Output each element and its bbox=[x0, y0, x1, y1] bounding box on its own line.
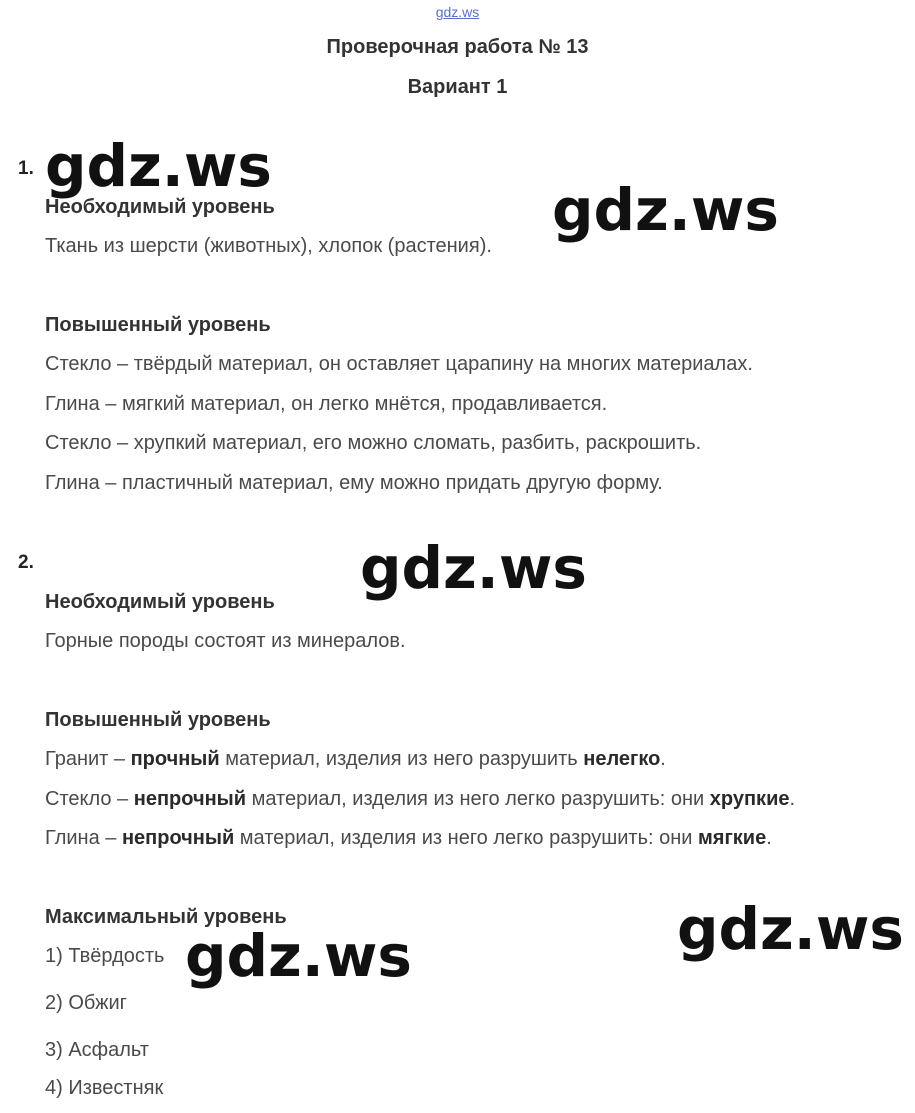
plain-text: . bbox=[789, 788, 796, 810]
task1-advanced-line: Глина – мягкий материал, он легко мнётся, продавливается. bbox=[45, 393, 608, 415]
bold-term: нелегко bbox=[583, 748, 661, 770]
task2-advanced-line bbox=[45, 827, 772, 850]
bold-term: непрочный bbox=[133, 788, 247, 810]
plain-text: Глина – bbox=[45, 827, 122, 849]
variant-title: Вариант 1 bbox=[407, 76, 508, 98]
task-number-1: 1. bbox=[18, 158, 34, 179]
watermark: gdz.ws bbox=[552, 176, 779, 244]
task1-advanced-line: Стекло – твёрдый материал, он оставляет царапину на многих материалах. bbox=[45, 353, 753, 375]
task2-max-heading: Максимальный уровень bbox=[45, 906, 287, 928]
task2-max-item: 1) Твёрдость bbox=[45, 945, 165, 967]
watermark: gdz.ws bbox=[185, 922, 412, 990]
plain-text: материал, изделия из него разрушить bbox=[219, 748, 584, 770]
task2-max-item: 4) Известняк bbox=[45, 1077, 164, 1099]
page-title: Проверочная работа № 13 bbox=[326, 36, 589, 58]
watermark: gdz.ws bbox=[360, 534, 587, 602]
bold-term: мягкие bbox=[698, 827, 767, 849]
plain-text: . bbox=[766, 827, 772, 849]
plain-text: материал, изделия из него легко разрушить: они bbox=[234, 827, 698, 849]
task2-max-item: 3) Асфальт bbox=[45, 1039, 149, 1061]
task2-max-item: 2) Обжиг bbox=[45, 992, 127, 1014]
watermark: gdz.ws bbox=[677, 895, 904, 963]
plain-text: материал, изделия из него легко разрушить: они bbox=[246, 788, 710, 810]
task1-advanced-heading: Повышенный уровень bbox=[45, 314, 271, 336]
watermark: gdz.ws bbox=[45, 132, 272, 200]
task2-advanced-line bbox=[45, 788, 795, 811]
plain-text: Гранит – bbox=[45, 748, 131, 770]
task2-advanced-line bbox=[45, 748, 666, 771]
task1-basic-text: Ткань из шерсти (животных), хлопок (растения). bbox=[45, 235, 492, 257]
task2-advanced-heading: Повышенный уровень bbox=[45, 709, 271, 731]
task1-advanced-line: Глина – пластичный материал, ему можно придать другую форму. bbox=[45, 472, 663, 494]
bold-term: непрочный bbox=[121, 827, 235, 849]
bold-term: хрупкие bbox=[709, 788, 790, 810]
task2-basic-text: Горные породы состоят из минералов. bbox=[45, 630, 406, 652]
site-link[interactable]: gdz.ws bbox=[435, 4, 480, 20]
plain-text: Стекло – bbox=[45, 788, 134, 810]
task2-basic-heading: Необходимый уровень bbox=[45, 591, 275, 613]
plain-text: . bbox=[660, 748, 666, 770]
task1-basic-heading: Необходимый уровень bbox=[45, 196, 275, 218]
task1-advanced-line: Стекло – хрупкий материал, его можно сломать, разбить, раскрошить. bbox=[45, 432, 702, 454]
task-number-2: 2. bbox=[18, 552, 34, 573]
bold-term: прочный bbox=[130, 748, 220, 770]
